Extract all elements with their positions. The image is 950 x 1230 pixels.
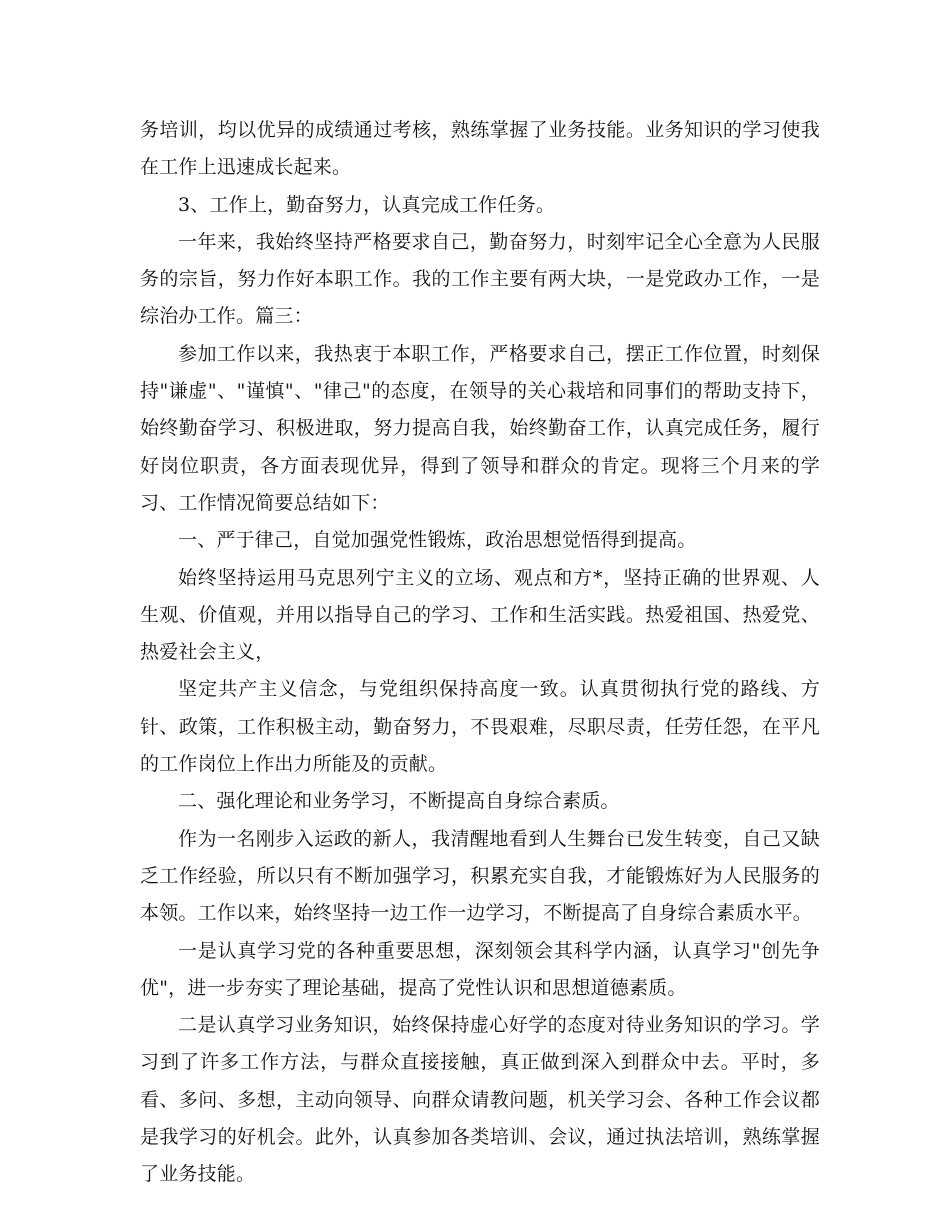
paragraph-7: 坚定共产主义信念，与党组织保持高度一致。认真贯彻执行党的路线、方针、政策，工作积极主动，勤奋努力，不畏艰难，尽职尽责，任劳任怨，在平凡的工作岗位上作出力所能及的贡献。 (140, 678, 820, 776)
paragraph-10: 一是认真学习党的各种重要思想，深刻领会其科学内涵，认真学习"创先争优"，进一步夯实了理论基础，提高了党性认识和思想道德素质。 (140, 939, 820, 999)
paragraph-2: 3、工作上，勤奋努力，认真完成工作任务。 (178, 193, 556, 216)
paragraph-3: 一年来，我始终坚持严格要求自己，勤奋努力，时刻牢记全心全意为人民服务的宗旨，努力作好本职工作。我的工作主要有两大块，一是党政办工作，一是综治办工作。篇三： (140, 230, 820, 328)
paragraph-1: 务培训，均以优异的成绩通过考核，熟练掌握了业务技能。业务知识的学习使我在工作上迅速成长起来。 (140, 119, 820, 179)
paragraph-4: 参加工作以来，我热衷于本职工作，严格要求自己，摆正工作位置，时刻保持"谦虚"、"谨慎"、"律己"的态度，在领导的关心栽培和同事们的帮助支持下，始终勤奋学习、积极进取，努力提高自我，始终勤奋工作，认真完成任务，履行好岗位职责，各方面表现优异，得到了领导和群众的肯定。现将三个月来的学习、工作情况简要总结如下： (140, 342, 820, 514)
paragraph-11: 二是认真学习业务知识，始终保持虚心好学的态度对待业务知识的学习。学习到了许多工作方法，与群众直接接触，真正做到深入到群众中去。平时，多看、多问、多想，主动向领导、向群众请教问题，机关学习会、各种工作会议都是我学习的好机会。此外，认真参加各类培训、会议，通过执法培训，熟练掌握了业务技能。 (140, 1014, 820, 1186)
document-body (140, 112, 820, 1194)
paragraph-5: 一、严于律己，自觉加强党性锻炼，政治思想觉悟得到提高。 (178, 529, 697, 552)
paragraph-8: 二、强化理论和业务学习，不断提高自身综合素质。 (178, 790, 620, 813)
paragraph-6: 始终坚持运用马克思列宁主义的立场、观点和方*，坚持正确的世界观、人生观、价值观，并用以指导自己的学习、工作和生活实践。热爱祖国、热爱党、热爱社会主义， (140, 566, 820, 664)
paragraph-9: 作为一名刚步入运政的新人，我清醒地看到人生舞台已发生转变，自己又缺乏工作经验，所以只有不断加强学习，积累充实自我，才能锻炼好为人民服务的本领。工作以来，始终坚持一边工作一边学习，不断提高了自身综合素质水平。 (140, 827, 820, 925)
